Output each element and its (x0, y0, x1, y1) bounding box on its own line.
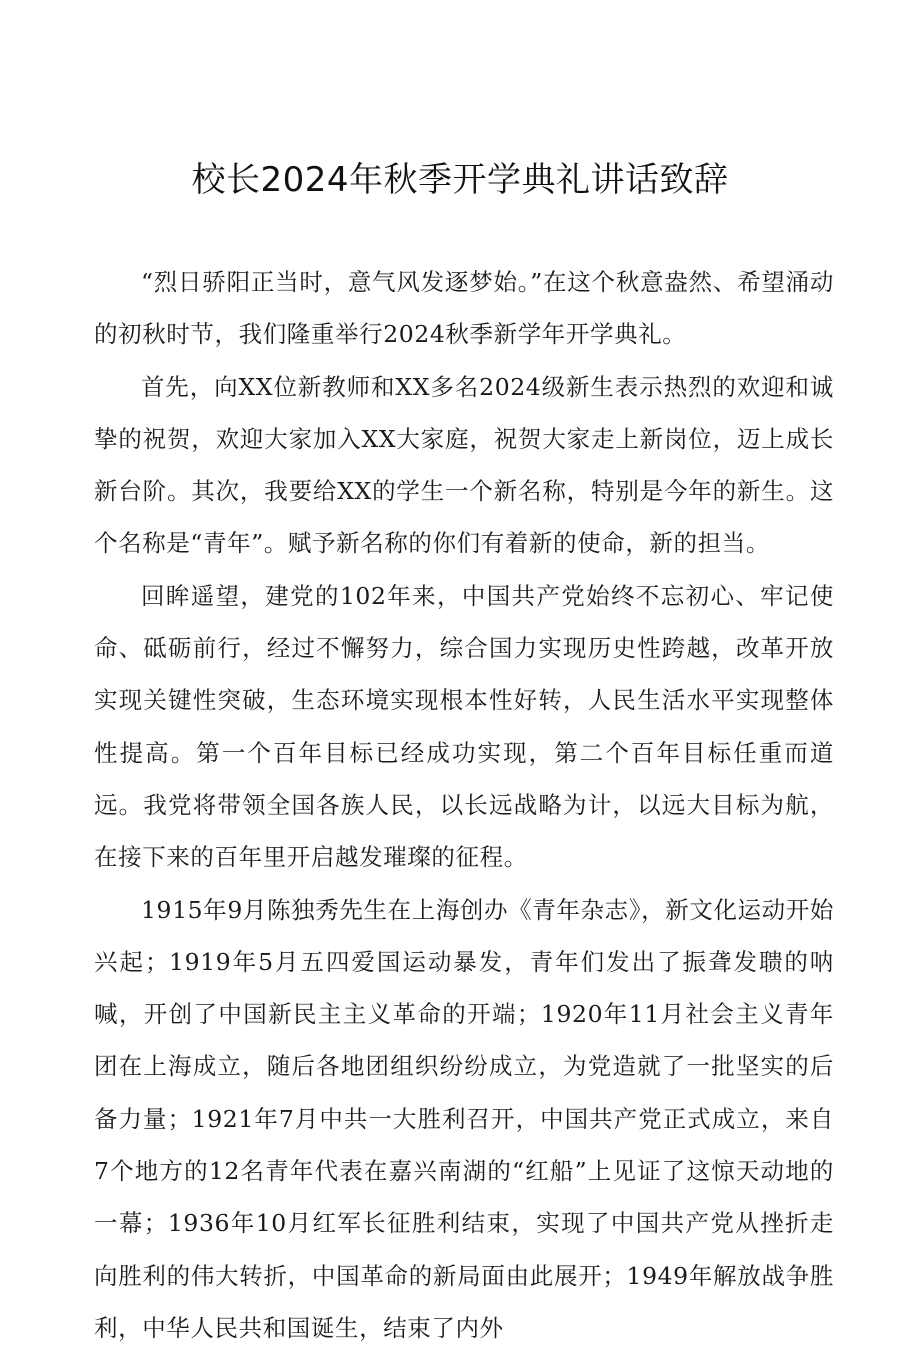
paragraph-youth-history: 1915年9月陈独秀先生在上海创办《青年杂志》，新文化运动开始兴起；1919年5月五四爱国运动暴发，青年们发出了振聋发聩的呐喊，开创了中国新民主主义革命的开端；1920年11月社会主义青年团在上海成立，随后各地团组织纷纷成立，为党造就了一批坚实的后备力量；1921年7月中共一大胜利召开，中国共产党正式成立，来自7个地方的12名青年代表在嘉兴南湖的“红船”上见证了这惊天动地的一幕；1936年10月红军长征胜利结束，实现了中国共产党从挫折走向胜利的伟大转折，中国革命的新局面由此展开；1949年解放战争胜利，中华人民共和国诞生，结束了内外 (94, 895, 834, 1342)
document-title: 校长2024年秋季开学典礼讲话致辞 (191, 160, 729, 200)
paragraph-party-history: 回眸遥望，建党的102年来，中国共产党始终不忘初心、牢记使命、砥砺前行，经过不懈努力，综合国力实现历史性跨越，改革开放实现关键性突破，生态环境实现根本性好转，人民生活水平实现整体性提高。第一个百年目标已经成功实现，第二个百年目标任重而道远。我党将带领全国各族人民，以长远战略为计，以远大目标为航，在接下来的百年里开启越发璀璨的征程。 (94, 581, 834, 872)
paragraph-welcome: 首先，向XX位新教师和XX多名2024级新生表示热烈的欢迎和诚挚的祝贺，欢迎大家加入XX大家庭，祝贺大家走上新岗位，迈上成长新台阶。其次，我要给XX的学生一个新名称，特别是今年的新生。这个名称是“青年”。赋予新名称的你们有着新的使命，新的担当。 (94, 372, 834, 558)
document-body (94, 256, 834, 1354)
paragraph-opening: “烈日骄阳正当时，意气风发逐梦始。”在这个秋意盎然、希望涌动的初秋时节，我们隆重举行2024秋季新学年开学典礼。 (94, 268, 834, 349)
